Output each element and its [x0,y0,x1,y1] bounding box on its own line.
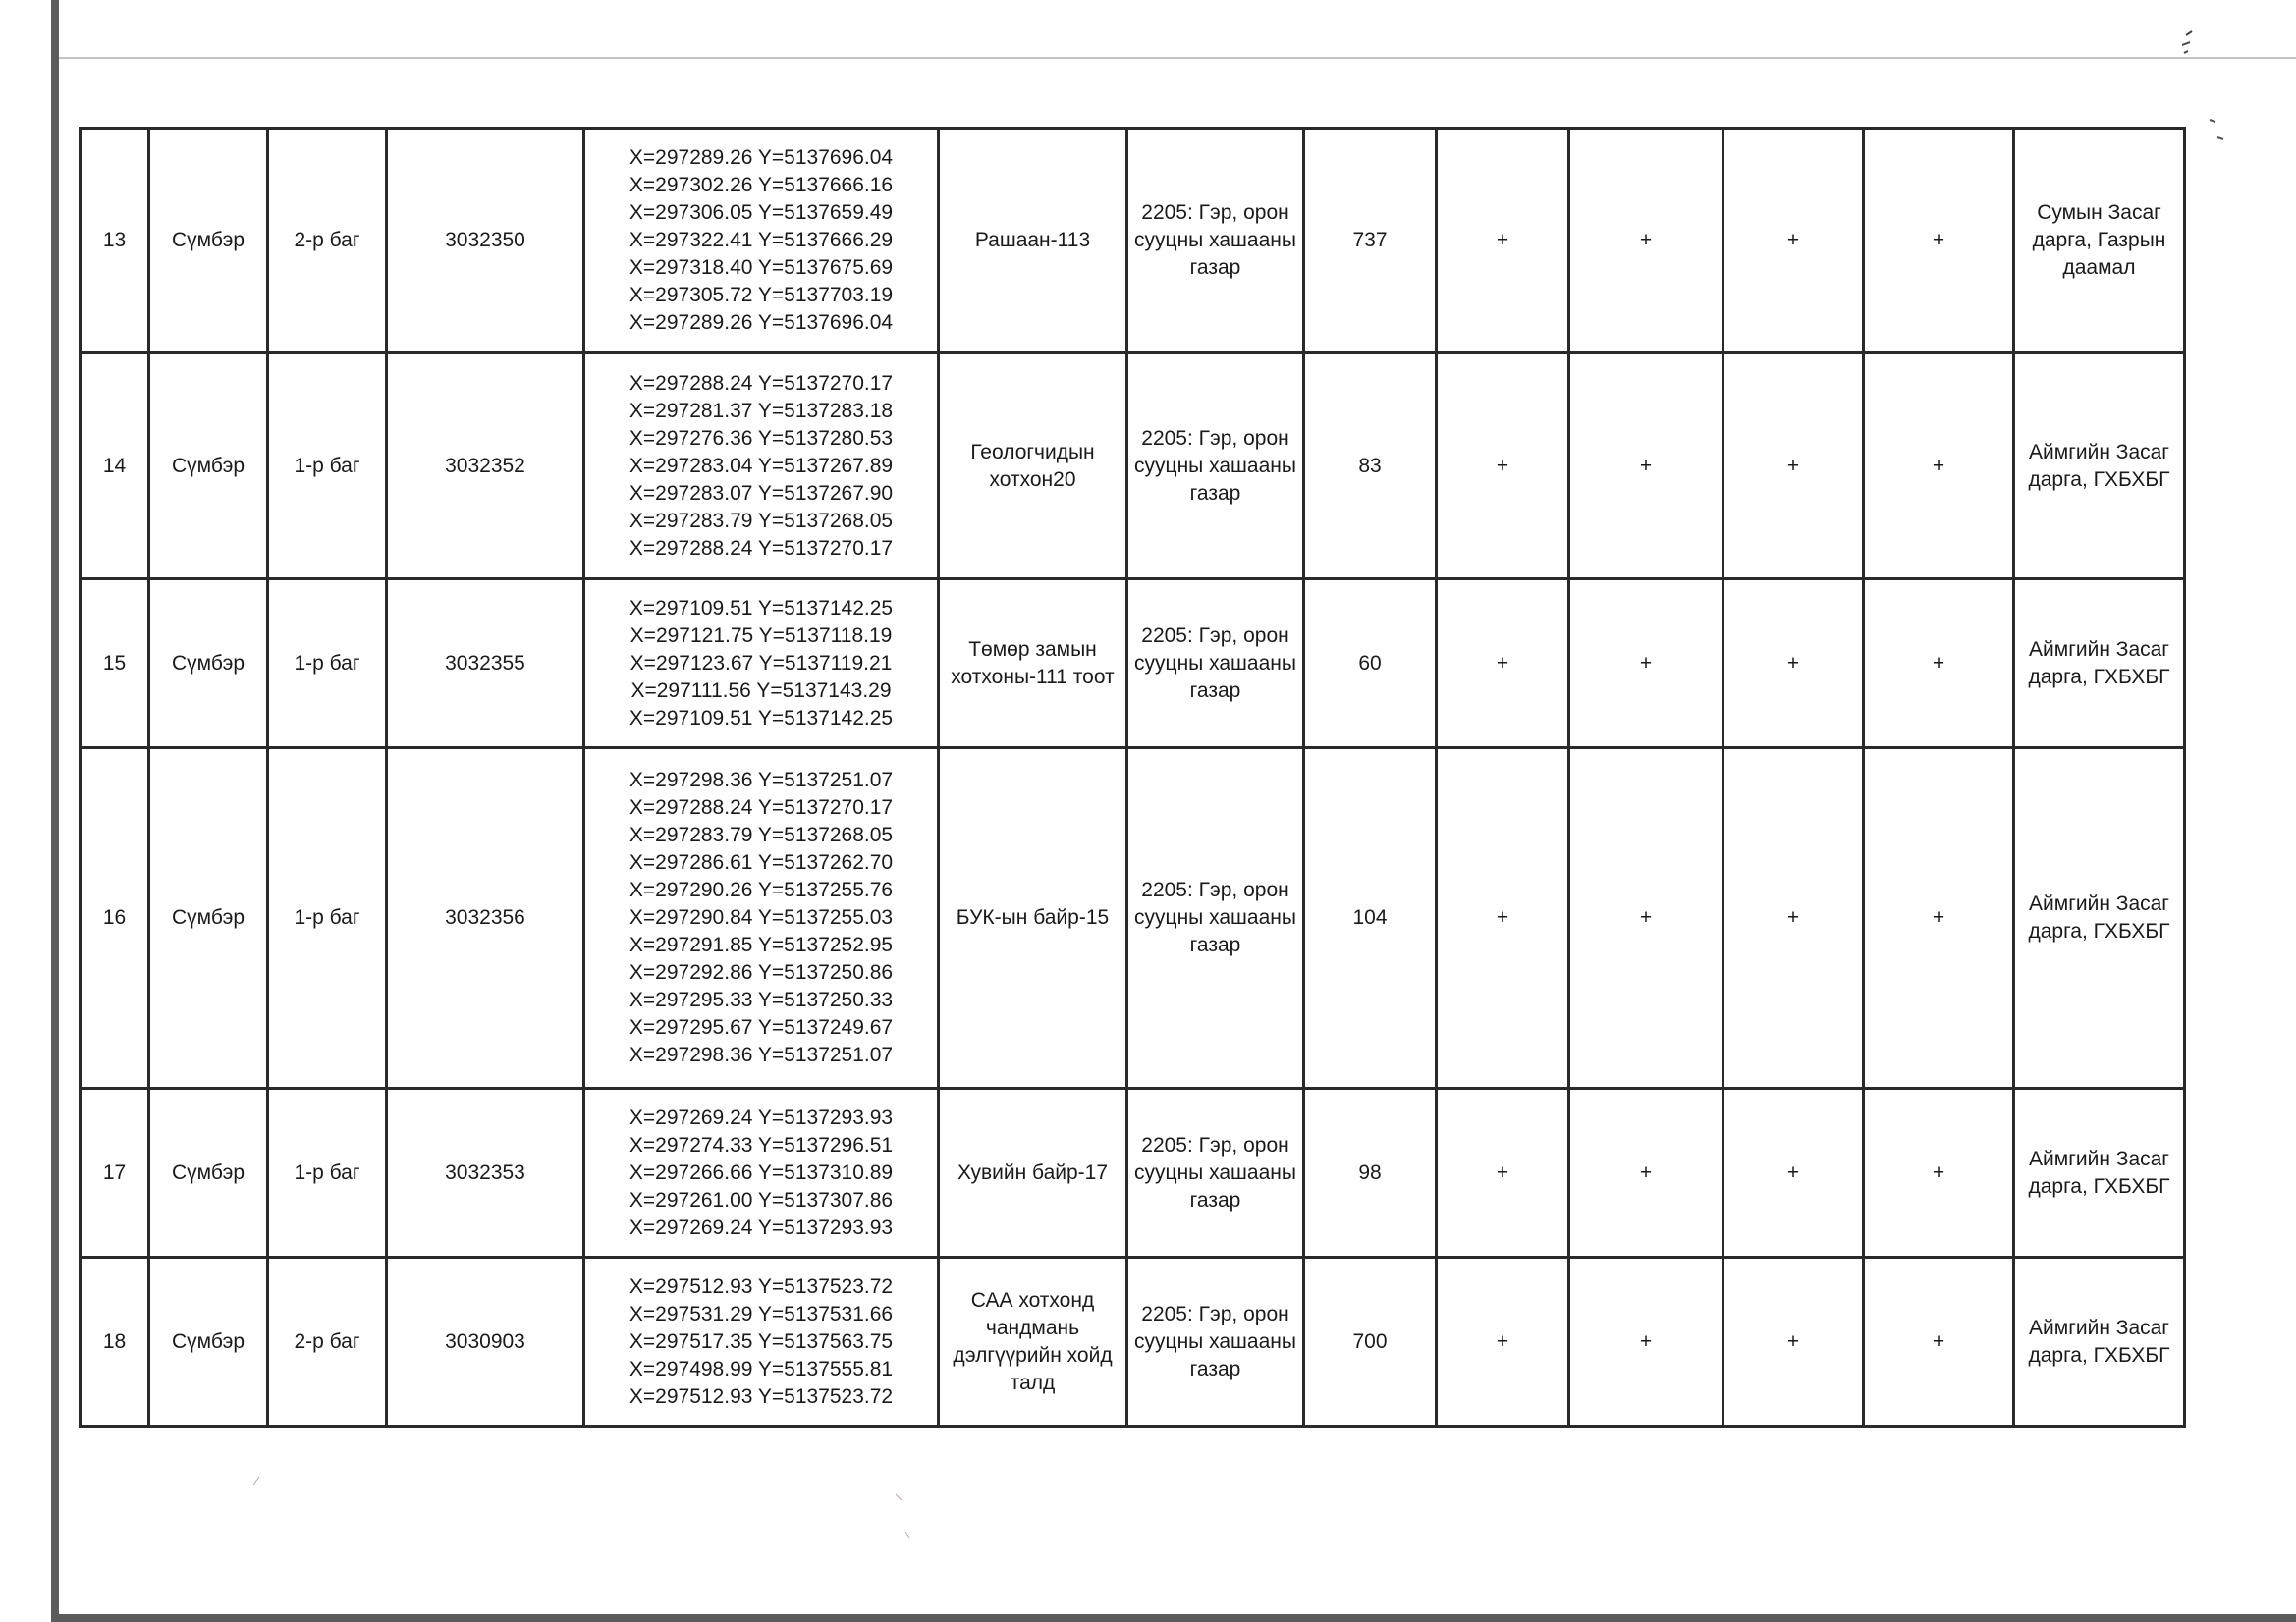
row-number: 17 [81,1089,149,1258]
coordinate-line: X=297283.04 Y=5137267.89 [629,454,894,477]
coordinate-line: X=297298.36 Y=5137251.07 [629,1044,894,1066]
area: 60 [1304,579,1437,748]
authority: Аймгийн Засаг дарга, ГХБХБГ [2014,579,2185,748]
coordinate-line: X=297306.05 Y=5137659.49 [629,201,894,224]
unit-number: 3032350 [387,129,584,353]
mark-cell: + [1864,748,2014,1089]
coordinate-line: X=297288.24 Y=5137270.17 [629,371,894,395]
sum-name: Сүмбэр [149,1258,268,1427]
mark-cell: + [1437,129,1569,353]
coordinate-line: X=297290.84 Y=5137255.03 [629,906,894,929]
bag-name: 1-р баг [268,353,387,579]
coordinate-line: X=297261.00 Y=5137307.86 [629,1188,894,1212]
mark-cell: + [1569,1258,1723,1427]
sum-name: Сүмбэр [149,579,268,748]
address: Рашаан-113 [939,129,1127,353]
table-row [81,129,2185,353]
coordinate-line: X=297121.75 Y=5137118.19 [629,623,893,647]
row-number: 18 [81,1258,149,1427]
mark-cell: + [1437,748,1569,1089]
coordinate-line: X=297295.67 Y=5137249.67 [629,1016,894,1039]
mark-cell: + [1569,579,1723,748]
mark-cell: + [1569,129,1723,353]
sum-name: Сүмбэр [149,353,268,579]
area: 98 [1304,1089,1437,1258]
coordinates-cell [584,579,939,748]
row-number: 15 [81,579,149,748]
row-number: 13 [81,129,149,353]
sum-name: Сүмбэр [149,129,268,353]
coordinate-line: X=297290.26 Y=5137255.76 [629,879,894,901]
coordinate-line: X=297512.93 Y=5137523.72 [629,1384,894,1408]
table-row [81,1258,2185,1427]
address: САА хотхонд чандмань дэлгүүрийн хойд талд [939,1258,1127,1427]
table-row [81,1089,2185,1258]
mark-cell: + [1723,129,1864,353]
authority: Аймгийн Засаг дарга, ГХБХБГ [2014,1089,2185,1258]
coordinate-line: X=297295.33 Y=5137250.33 [629,989,894,1011]
unit-number: 3030903 [387,1258,584,1427]
coordinate-line: X=297288.24 Y=5137270.17 [629,796,894,819]
coordinate-line: X=297498.99 Y=5137555.81 [629,1357,894,1380]
coordinate-line: X=297283.07 Y=5137267.90 [629,481,894,505]
authority: Аймгийн Засаг дарга, ГХБХБГ [2014,353,2185,579]
mark-cell: + [1437,353,1569,579]
area: 700 [1304,1258,1437,1427]
land-purpose: 2205: Гэр, орон сууцны хашааны газар [1127,579,1304,748]
table-row [81,353,2185,579]
coordinate-line: X=297298.36 Y=5137251.07 [629,769,894,791]
coordinate-line: X=297292.86 Y=5137250.86 [629,961,894,984]
coordinate-line: X=297531.29 Y=5137531.66 [629,1302,894,1325]
unit-number: 3032356 [387,748,584,1089]
row-number: 16 [81,748,149,1089]
authority: Сумын Засаг дарга, Газрын даамал [2014,129,2185,353]
coordinate-line: X=297281.37 Y=5137283.18 [629,399,894,422]
unit-number: 3032355 [387,579,584,748]
coordinate-line: X=297318.40 Y=5137675.69 [629,256,894,279]
coordinate-line: X=297123.67 Y=5137119.21 [629,651,893,675]
bag-name: 1-р баг [268,748,387,1089]
mark-cell: + [1723,579,1864,748]
coordinate-line: X=297517.35 Y=5137563.75 [629,1329,894,1353]
coordinates-cell [584,129,939,353]
mark-cell: + [1864,579,2014,748]
unit-number: 3032352 [387,353,584,579]
coordinate-line: X=297512.93 Y=5137523.72 [629,1274,894,1298]
address: Төмөр замын хотхоны-111 тоот [939,579,1127,748]
coordinates-cell [584,353,939,579]
address: Геологчидын хотхон20 [939,353,1127,579]
mark-cell: + [1723,748,1864,1089]
mark-cell: + [1569,748,1723,1089]
bag-name: 2-р баг [268,1258,387,1427]
mark-cell: + [1437,579,1569,748]
mark-cell: + [1864,1258,2014,1427]
sum-name: Сүмбэр [149,1089,268,1258]
bag-name: 1-р баг [268,1089,387,1258]
coordinate-line: X=297269.24 Y=5137293.93 [629,1216,894,1239]
area: 83 [1304,353,1437,579]
land-records-table [79,127,2186,1428]
area: 104 [1304,748,1437,1089]
bag-name: 2-р баг [268,129,387,353]
land-purpose: 2205: Гэр, орон сууцны хашааны газар [1127,1258,1304,1427]
coordinate-line: X=297305.72 Y=5137703.19 [629,284,894,306]
coordinates-cell [584,748,939,1089]
mark-cell: + [1864,353,2014,579]
coordinate-line: X=297276.36 Y=5137280.53 [629,426,894,450]
area: 737 [1304,129,1437,353]
coordinate-line: X=297289.26 Y=5137696.04 [629,146,894,169]
mark-cell: + [1723,353,1864,579]
coordinate-line: X=297109.51 Y=5137142.25 [629,706,894,730]
bag-name: 1-р баг [268,579,387,748]
mark-cell: + [1723,1258,1864,1427]
coordinate-line: X=297266.66 Y=5137310.89 [629,1161,894,1184]
sum-name: Сүмбэр [149,748,268,1089]
table-row [81,579,2185,748]
unit-number: 3032353 [387,1089,584,1258]
coordinate-line: X=297283.79 Y=5137268.05 [629,509,894,532]
mark-cell: + [1437,1089,1569,1258]
coordinates-cell [584,1089,939,1258]
address: БУК-ын байр-15 [939,748,1127,1089]
coordinate-line: X=297111.56 Y=5137143.29 [630,678,892,702]
land-purpose: 2205: Гэр, орон сууцны хашааны газар [1127,353,1304,579]
coordinate-line: X=297289.26 Y=5137696.04 [629,311,894,334]
table-body [81,129,2185,1427]
mark-cell: + [1569,1089,1723,1258]
authority: Аймгийн Засаг дарга, ГХБХБГ [2014,748,2185,1089]
coordinate-line: X=297274.33 Y=5137296.51 [629,1133,894,1157]
coordinate-line: X=297291.85 Y=5137252.95 [629,934,894,956]
mark-cell: + [1864,1089,2014,1258]
mark-cell: + [1569,353,1723,579]
mark-cell: + [1723,1089,1864,1258]
coordinate-line: X=297288.24 Y=5137270.17 [629,536,894,560]
coordinates-cell [584,1258,939,1427]
mark-cell: + [1864,129,2014,353]
land-purpose: 2205: Гэр, орон сууцны хашааны газар [1127,129,1304,353]
table-row [81,748,2185,1089]
coordinate-line: X=297322.41 Y=5137666.29 [629,229,894,251]
coordinate-line: X=297302.26 Y=5137666.16 [629,174,894,196]
authority: Аймгийн Засаг дарга, ГХБХБГ [2014,1258,2185,1427]
coordinate-line: X=297283.79 Y=5137268.05 [629,824,894,846]
land-purpose: 2205: Гэр, орон сууцны хашааны газар [1127,748,1304,1089]
row-number: 14 [81,353,149,579]
coordinate-line: X=297109.51 Y=5137142.25 [629,596,894,620]
land-purpose: 2205: Гэр, орон сууцны хашааны газар [1127,1089,1304,1258]
address: Хувийн байр-17 [939,1089,1127,1258]
mark-cell: + [1437,1258,1569,1427]
coordinate-line: X=297286.61 Y=5137262.70 [629,851,894,874]
coordinate-line: X=297269.24 Y=5137293.93 [629,1106,894,1129]
